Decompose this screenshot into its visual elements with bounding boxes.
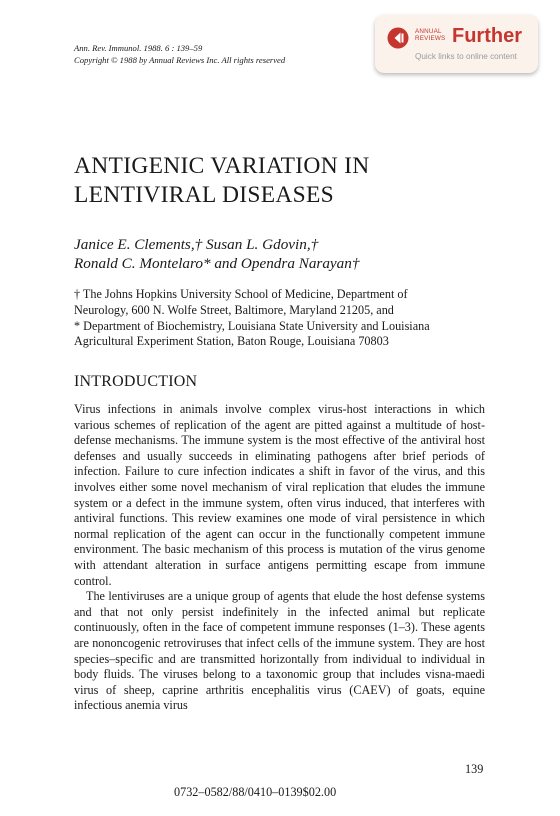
article-title — [74, 152, 494, 210]
affiliation-line: Neurology, 600 N. Wolfe Street, Baltimore, Maryland 21205, and — [74, 302, 394, 317]
annual-reviews-further-logo-icon — [387, 27, 409, 49]
title-line-2: LENTIVIRAL DISEASES — [74, 182, 335, 208]
author-list — [74, 235, 359, 273]
affiliation-line: Agricultural Experiment Station, Baton Rouge, Louisiana 70803 — [74, 334, 389, 349]
body-paragraph-2: The lentiviruses are a unique group of agents that elude the host defense systems and that not only persist indefinitely in the infected animal but replicate continuously, often in the face of competent immune responses (1–3). These agents are nononcogenic retroviruses that infect cells of the immune system. They are host species–specific and are transmitted horizontally from individual to individual in body fluids. The viruses belong to a taxonomic group that includes visna-maedi virus of sheep, caprine arthritis encephalitis virus (CAEV) of goats, equine infectious anemia virus — [74, 589, 485, 713]
title-line-1: ANTIGENIC VARIATION IN — [74, 153, 370, 179]
annual-reviews-wordmark — [415, 28, 445, 42]
further-tagline-link[interactable]: Quick links to online content — [415, 52, 517, 61]
affiliation-line: † The Johns Hopkins University School of Medicine, Department of — [74, 287, 408, 301]
author-affiliations — [74, 287, 494, 350]
body-paragraph-1: Virus infections in animals involve complex virus-host interactions in which various schemes of replication of the agent are pitted against a multitude of host-defense mechanisms. The immune system is the most effective of the antiviral host defenses and usually succeeds in eliminating pathogens after brief periods of infection. Failure to cure infection indicates a shift in favor of the virus, and this involves either some novel mechanism of viral replication that eludes the immune system or a defect in the immune system, often virus induced, that interferes with antiviral functions. This review examines one mode of viral persistence in which normal replication of the agent can occur in the functionally competent immune environment. The basic mechanism of this process is mutation of the virus genome with attendant alteration in surface antigens permitting escape from immune control. — [74, 402, 485, 588]
brand-line-annual: ANNUAL — [415, 28, 442, 35]
further-wordmark: Further — [452, 25, 522, 47]
page-number: 139 — [465, 762, 484, 776]
authors-line-1: Janice E. Clements,† Susan L. Gdovin,† — [74, 236, 319, 253]
journal-citation — [74, 42, 285, 66]
annual-reviews-further-badge[interactable] — [375, 15, 538, 73]
introduction-body — [74, 402, 485, 714]
affiliation-line: * Department of Biochemistry, Louisiana State University and Louisiana — [74, 318, 430, 333]
section-heading-introduction: INTRODUCTION — [74, 373, 198, 390]
article-price-code: 0732–0582/88/0410–0139$02.00 — [174, 785, 337, 799]
citation-line-1: Ann. Rev. Immunol. 1988. 6 : 139–59 — [74, 43, 203, 53]
brand-line-reviews: REVIEWS — [415, 35, 446, 42]
citation-line-2: Copyright © 1988 by Annual Reviews Inc. All rights reserved — [74, 55, 286, 65]
authors-line-2: Ronald C. Montelaro* and Opendra Narayan† — [74, 255, 360, 272]
